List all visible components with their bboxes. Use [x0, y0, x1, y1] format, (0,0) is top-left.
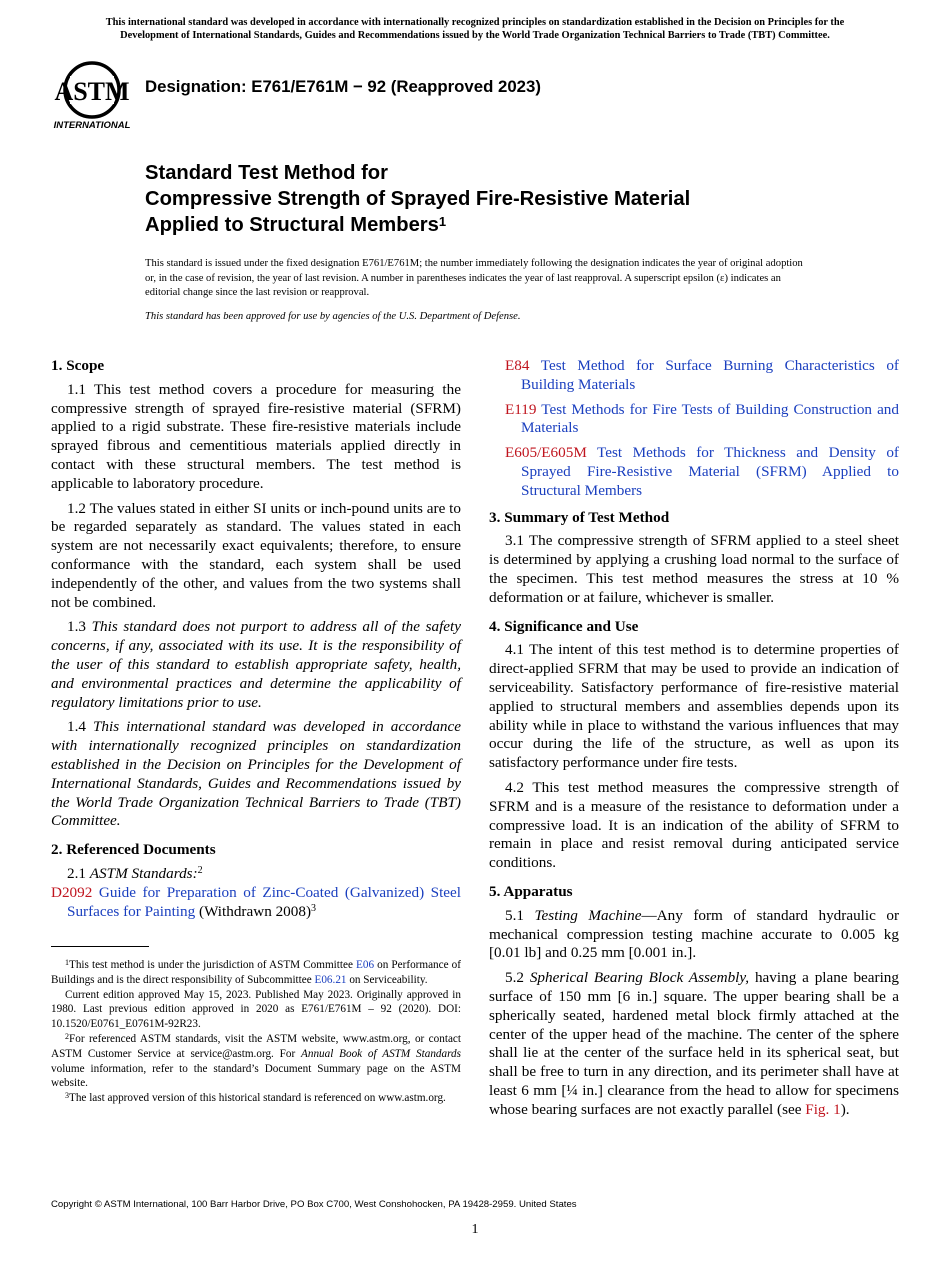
- astm-standards-subheading: [67, 865, 461, 884]
- reference-title-link[interactable]: Test Method for Surface Burning Characteristics of Building Materials: [521, 357, 899, 393]
- international-standard-notice: [30, 16, 920, 42]
- footnote-3-text: The last approved version of this historical standard is referenced on www.astm.org.: [69, 1092, 446, 1105]
- reference-code-link[interactable]: E119: [505, 400, 537, 418]
- footnotes: [51, 958, 461, 1106]
- left-column: [51, 357, 461, 927]
- reference-note: (Withdrawn 2008): [199, 902, 312, 920]
- footnote-2-text-b: volume information, refer to the standard’s Document Summary page on the ASTM website.: [51, 1062, 461, 1090]
- footnote-1-text-b: on Performance of Buildings and is the direct responsibility of Subcommittee: [51, 959, 461, 986]
- notice-line-1: This international standard was developed in accordance with internationally recognized principles on standardization established in the Decision on Principles for the: [105, 17, 845, 28]
- subsection-footnote-mark: 2: [197, 864, 203, 876]
- paragraph-1-3: [51, 618, 461, 712]
- reference-code-link[interactable]: D2092: [51, 883, 93, 901]
- paragraph-5-2: [489, 969, 899, 1119]
- subsection-number: 2.1: [67, 864, 86, 882]
- footnote-3: [51, 1091, 461, 1106]
- paragraph-4-2: 4.2 This test method measures the compressive strength of SFRM and is a measure of the resistance to deformation under a compressive load. It is an indication of the ability of SFRM to remain in place and resist removal during anticipated service conditions.: [489, 778, 899, 872]
- title-line-1: Standard Test Method for: [145, 162, 388, 184]
- section-heading-scope: 1. Scope: [51, 357, 105, 374]
- document-title: [145, 160, 865, 238]
- section-heading-summary: 3. Summary of Test Method: [489, 508, 670, 526]
- reference-code-link[interactable]: E84: [505, 357, 530, 374]
- title-footnote-mark: 1: [438, 214, 447, 229]
- section-heading-significance: 4. Significance and Use: [489, 617, 639, 635]
- paragraph-5-2-end: ).: [840, 1100, 850, 1118]
- paragraph-4-1: 4.1 The intent of this test method is to determine properties of direct-applied SFRM that may be used to provide an indication of serviceability. Satisfactory performance of fire-resistive material applied to structural members and assemblies depends upon its ability while in place to withstand the various influences that may occur during the life of the structure, as well as upon its satisfactory performance under fire tests.: [489, 641, 899, 772]
- paragraph-5-2-number: 5.2: [505, 969, 524, 987]
- paragraph-1-1: 1.1 This test method covers a procedure for measuring the compressive strength of sprayed fire-resistive material (SFRM) applied to a rigid substrate. These fire-resistive materials include sprayed fibrous and cementitious materials applied directly in contact with these structural members. The test method is applicable to laboratory procedure.: [51, 380, 461, 492]
- footnote-1-text-c: on Serviceability.: [346, 973, 428, 986]
- dod-approval-statement: This standard has been approved for use by agencies of the U.S. Department of Defense.: [145, 311, 521, 322]
- paragraph-5-1-number: 5.1: [505, 906, 524, 924]
- logo-text: INTERNATIONAL: [53, 120, 131, 131]
- notice-line-2: Development of International Standards, Guides and Recommendations issued by the World Trade Organization Technical Barriers to Trade (TBT) Committee.: [120, 30, 830, 41]
- section-heading-referenced-documents: 2. Referenced Documents: [51, 841, 216, 859]
- footnote-2: [51, 1032, 461, 1091]
- footnote-1-text-a: This test method is under the jurisdiction of ASTM Committee: [69, 959, 357, 971]
- right-column: [489, 357, 899, 1125]
- issuance-statement: This standard is issued under the fixed designation E761/E761M; the number immediately following the designation indicates the year of original adoption or, in the case of revision, the year of last revision. A number in parentheses indicates the year of last reapproval. A superscript epsilon (ε) indicates an editorial change since the last revision or reapproval.: [145, 258, 803, 298]
- reference-footnote-mark: 3: [311, 902, 317, 914]
- footnote-divider: [51, 946, 149, 947]
- svg-text:ASTM: ASTM: [54, 77, 130, 106]
- reference-title-link[interactable]: Guide for Preparation of Zinc-Coated (Galvanized) Steel Surfaces for Painting: [67, 883, 462, 920]
- title-line-2: Compressive Strength of Sprayed Fire-Resistive Material: [145, 188, 691, 210]
- reference-item[interactable]: [489, 444, 899, 500]
- reference-code-link[interactable]: E605/E605M: [505, 444, 587, 462]
- subsection-label: ASTM Standards:: [89, 864, 198, 882]
- section-heading-apparatus: 5. Apparatus: [489, 882, 573, 900]
- paragraph-5-1-text: —Any form of standard hydraulic or mechanical compression testing machine accurate to 0.005 kg [0.01 lb] and 0.25 mm [0.001 in.].: [489, 906, 900, 962]
- paragraph-3-1: 3.1 The compressive strength of SFRM applied to a steel sheet is determined by applying a crushing load normal to the surface of the specimen. This test method measures the stress at 10 % deformation or at failure, whichever is smaller.: [489, 532, 899, 606]
- paragraph-1-4-number: 1.4: [67, 718, 86, 736]
- reference-item[interactable]: [489, 401, 899, 439]
- reference-item[interactable]: [489, 357, 899, 395]
- paragraph-1-4: [51, 718, 461, 831]
- paragraph-5-2-text: having a plane bearing surface of 150 mm [6 in.] square. The upper bearing shall be a spherically seated, hardened metal block firmly attached at the center of the upper head of the machine. The center of the sphere shall lie at the center of the surface held in its spherical seat, but shall be free to turn in any direction, and its perimeter shall have at least 6 mm [¼ in.] clearance from the head to allow for specimens whose bearing surfaces are not exactly parallel (see: [489, 969, 899, 1118]
- reference-title-link[interactable]: Test Methods for Thickness and Density of Sprayed Fire-Resistive Material (SFRM) Applied to Structural Members: [521, 444, 899, 499]
- paragraph-1-3-number: 1.3: [67, 618, 86, 636]
- committee-e06-link[interactable]: E06: [356, 959, 375, 971]
- paragraph-5-1: [489, 907, 899, 963]
- paragraph-5-1-term: Testing Machine: [534, 906, 642, 924]
- footnote-1: [51, 958, 461, 988]
- footnote-edition: Current edition approved May 15, 2023. Published May 2023. Originally approved in 1980. Last previous edition approved in 2020 as E761/E761M – 92 (2020). DOI: 10.1520/E0761_E0761M-92R23.: [51, 988, 461, 1031]
- footnote-3-mark: 3: [65, 1091, 69, 1101]
- footnote-2-mark: 2: [65, 1031, 69, 1041]
- designation: Designation: E761/E761M − 92 (Reapproved 2023): [145, 77, 541, 96]
- paragraph-1-3-text: This standard does not purport to address all of the safety concerns, if any, associated with its use. It is the responsibility of the user of this standard to establish appropriate safety, health, and environmental practices and determine the applicability of regulatory limitations prior to use.: [51, 618, 462, 711]
- footnote-1-mark: 1: [65, 958, 69, 967]
- title-line-3-text: Applied to Structural Members: [145, 214, 439, 236]
- paragraph-1-2: 1.2 The values stated in either SI units or inch-pound units are to be regarded separately as standard. The values stated in each system are not necessarily exact equivalents; therefore, to ensure conformance with the standard, each system shall be used independently of the other, and values from the two systems shall not be combined.: [51, 499, 461, 611]
- footnote-2-italic: Annual Book of ASTM Standards: [301, 1047, 461, 1060]
- paragraph-5-2-term: Spherical Bearing Block Assembly,: [529, 969, 750, 987]
- subcommittee-e06-21-link[interactable]: E06.21: [314, 973, 347, 986]
- title-line-3: [145, 212, 865, 238]
- footnote-2-text-a: For referenced ASTM standards, visit the ASTM website, www.astm.org, or contact ASTM Customer Service at service@astm.org. For: [51, 1032, 461, 1060]
- astm-logo: [52, 56, 136, 132]
- reference-title-link[interactable]: Test Methods for Fire Tests of Building Construction and Materials: [521, 400, 899, 437]
- page-number: 1: [471, 1222, 479, 1237]
- paragraph-1-4-text: This international standard was developed in accordance with internationally recognized principles on standardization established in the Decision on Principles for the Development of International Standards, Guides and Recommendations issued by the World Trade Organization Technical Barriers to Trade (TBT) Committee.: [51, 718, 462, 830]
- reference-item[interactable]: [35, 884, 461, 922]
- figure-1-link[interactable]: Fig. 1: [805, 1100, 841, 1118]
- copyright-notice: Copyright © ASTM International, 100 Barr Harbor Drive, PO Box C700, West Conshohocken, PA 19428-2959. United States: [51, 1199, 577, 1210]
